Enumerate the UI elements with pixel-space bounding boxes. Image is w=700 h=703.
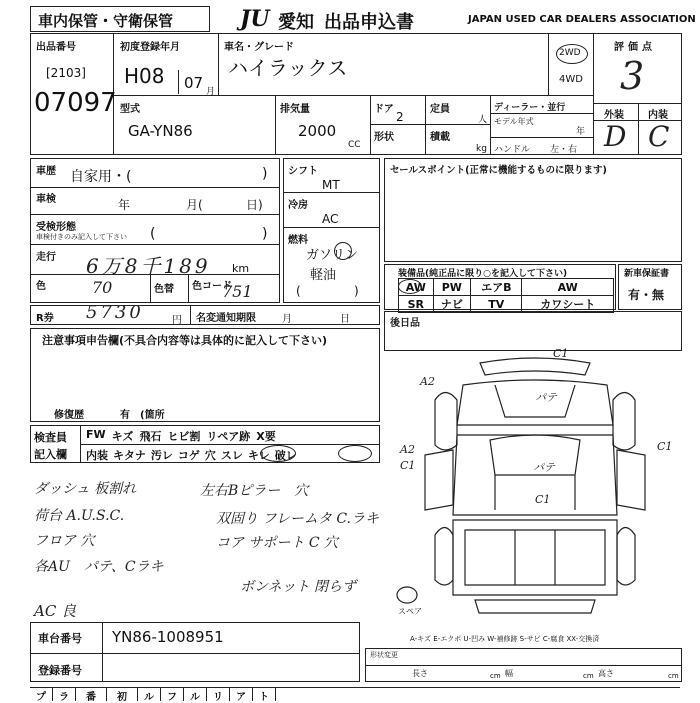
bottom-cell-7: リ [207, 688, 230, 701]
equip-aw-circle [398, 279, 422, 294]
note-6: コア サポート C 穴 [216, 535, 339, 551]
bottom-cell-4: ル [138, 688, 161, 701]
tax-notice-month: 月 [282, 314, 292, 325]
insp-scratch: キズ [111, 430, 134, 443]
model-value: GA-YN86 [128, 122, 193, 140]
fuel-close: ) [354, 284, 359, 298]
spec-length-label: 長さ [412, 669, 428, 678]
drive-2wd: 2WD [559, 48, 581, 58]
first-reg-label: 初度登録年月 [120, 42, 180, 53]
insp-cut: キレ [247, 449, 270, 462]
color-label: 色 [36, 281, 46, 292]
ju-logo: JU [240, 6, 270, 32]
inspection-year: 年 [118, 198, 131, 212]
insp-dirty: キタナ [113, 449, 146, 462]
diag-mark-c1-front: C1 [553, 347, 569, 360]
insp-repair: リペア跡 [206, 430, 251, 443]
equip-aw-2: AW [522, 279, 614, 296]
model-year-unit: 年 [576, 127, 586, 137]
fuel-gasoline: ガソリン [306, 248, 359, 263]
note-9: AC 良 [34, 602, 77, 620]
later-items-label: 後日品 [390, 318, 420, 329]
dealer-label: ディーラー・並行 [494, 103, 566, 113]
equipment-label: 装備品(純正品に限り○を記入して下さい) [398, 269, 568, 279]
tax-notice-label: 名変通知期限 [196, 313, 256, 324]
diag-mark-a2-side: A2 [400, 443, 415, 456]
recycle-label: R券 [36, 313, 54, 324]
mileage-unit: km [232, 262, 250, 275]
shape-label: 形状 [374, 132, 394, 143]
repair-place: (箇所 [140, 410, 165, 421]
insp-interior: 内装 [86, 449, 108, 462]
diag-mark-c1-side: C1 [400, 459, 416, 472]
spec-cm-1: cm [490, 672, 501, 680]
mileage-label: 走行 [36, 252, 56, 263]
spec-cm-2: cm [583, 672, 594, 680]
tax-notice-day: 日 [340, 314, 350, 325]
drive-4wd: 4WD [559, 74, 583, 85]
inspection-month: 月( [186, 198, 203, 212]
damage-legend: A-キズ E-エクボ U-凹み W-補修跡 S-サビ C-腐食 XX-交換済 [410, 635, 600, 643]
equip-tv: TV [471, 296, 522, 313]
warranty-options: 有・無 [628, 288, 665, 302]
score-label: 評価点 [614, 42, 656, 53]
equip-navi: ナビ [433, 296, 471, 313]
inspection-day: 日) [246, 198, 263, 212]
transfer-open: ( [150, 226, 156, 242]
doors-label: ドア [374, 104, 394, 115]
association-en: JAPAN USED CAR DEALERS ASSOCIATION [468, 14, 696, 25]
equipment-grid [398, 278, 614, 313]
first-reg-month-unit: 月 [206, 87, 216, 97]
interior-label: 内装 [648, 110, 668, 121]
first-reg-month: 07 [184, 74, 204, 92]
note-8: ボンネット 閉らず [240, 579, 357, 595]
note-2: 左右Bピラー 穴 [200, 483, 309, 499]
spec-cm-3: cm [668, 672, 679, 680]
chassis-label: 車台番号 [38, 632, 82, 645]
warranty-label: 新車保証書 [624, 269, 670, 279]
diag-mark-c1-roof: C1 [535, 493, 551, 506]
bottom-cell-2: 番 [76, 688, 107, 701]
insp-stain: 汚レ [150, 449, 173, 462]
history-value: 自家用・( [70, 169, 132, 185]
note-3: 荷台 A.U.S.C. [34, 508, 125, 524]
bottom-cell-3: 初 [107, 688, 138, 701]
capacity-label: 定員 [430, 104, 450, 115]
diag-mark-c1-right: C1 [657, 440, 673, 453]
note-7: 各AU パテ、Cラキ [34, 559, 164, 575]
lot-number: 07097 [34, 88, 117, 118]
bottom-cell-1: ラ [53, 688, 76, 701]
diag-mark-a2-front: A2 [420, 375, 435, 388]
recycle-unit: 円 [172, 315, 182, 326]
inspector-label-1: 検査員 [34, 431, 67, 444]
car-name-value: ハイラックス [228, 56, 348, 80]
displacement-value: 2000 [298, 122, 337, 140]
fuel-open: ( [296, 284, 301, 298]
handle-label: ハンドル [494, 145, 531, 155]
registration-label: 登録番号 [38, 664, 82, 677]
insp-hole: 穴 [204, 449, 216, 462]
ac-value: AC [322, 212, 339, 226]
bottom-cell-8: ア [230, 688, 253, 701]
color-code-label: 色コード [192, 281, 232, 292]
fuel-gasoline-circle [334, 242, 352, 260]
model-label: 型式 [120, 104, 140, 115]
insp-chip: 飛石 [139, 430, 162, 443]
bottom-cell-9: ト [253, 688, 276, 701]
insp-circle-tear [338, 445, 372, 462]
history-close: ) [262, 166, 268, 182]
displacement-label: 排気量 [280, 104, 310, 115]
shift-value: MT [322, 178, 340, 192]
form-title: 出品申込書 [324, 12, 414, 33]
mileage-value: 6万8千189 [86, 254, 211, 278]
bottom-cell-5: フ [161, 688, 184, 701]
sales-point-label: セールスポイント(正常に機能するものに限ります) [390, 165, 607, 176]
ac-label: 冷房 [288, 200, 308, 211]
inspector-row-1 [86, 428, 276, 444]
inspection-label: 車検 [36, 194, 56, 205]
note-4: 双固り フレームタ C.ラキ [216, 511, 380, 527]
interior-value: C [648, 120, 670, 153]
car-damage-diagram [395, 345, 690, 630]
chassis-value: YN86-1008951 [112, 628, 224, 646]
equip-airbag: エアB [471, 279, 522, 296]
note-1: ダッシュ 板割れ [34, 481, 137, 497]
spec-width-label: 幅 [505, 669, 513, 678]
association-name: 愛知 [278, 12, 314, 33]
score-value: 3 [620, 54, 645, 98]
first-reg-year: H08 [124, 64, 165, 88]
fuel-diesel: 軽油 [310, 268, 337, 283]
spec-height-label: 高さ [598, 669, 614, 678]
equip-aw-1: AW [399, 279, 434, 296]
note-5: フロア 穴 [34, 533, 95, 549]
handle-options: 左・右 [550, 145, 578, 155]
exterior-label: 外装 [604, 110, 624, 121]
load-label: 積載 [430, 132, 450, 143]
displacement-unit: CC [348, 140, 361, 150]
caution-label: 注意事項申告欄(不具合内容等は具体的に記入して下さい) [42, 334, 328, 347]
repaint-label: 色替 [154, 284, 174, 295]
capacity-unit: 人 [478, 115, 488, 125]
recycle-value: 5730 [86, 302, 144, 323]
shift-label: シフト [288, 166, 318, 177]
equip-pw: PW [433, 279, 471, 296]
repair-label: 修復歴 [54, 410, 84, 421]
transfer-label: 受検形態 [36, 222, 76, 233]
model-year-label: モデル年式 [494, 117, 534, 126]
diag-mark-putty-hood: パテ [535, 391, 557, 404]
doors-value: 2 [396, 110, 404, 124]
history-label: 車歴 [36, 166, 56, 177]
bottom-cell-0: プ [30, 688, 53, 701]
car-name-label: 車名・グレード [224, 42, 294, 53]
spare-label: スペア [398, 607, 422, 616]
spec-shape-label: 形状変更 [370, 651, 398, 659]
lot-label: 出品番号 [36, 42, 76, 53]
fuel-label: 燃料 [288, 235, 308, 246]
insp-burn: コゲ [177, 449, 200, 462]
insp-tear: 破レ [274, 449, 297, 462]
lot-prefix: [2103] [46, 66, 86, 80]
equip-leather: カワシート [522, 296, 614, 313]
color-value: 70 [92, 278, 113, 297]
transfer-note: 車検付きのみ記入して下さい [36, 233, 127, 241]
equip-sr: SR [399, 296, 434, 313]
insp-crack: ヒビ割 [167, 430, 201, 443]
transfer-close: ) [262, 226, 268, 242]
insp-wear: スレ [220, 449, 243, 462]
bottom-row [30, 687, 680, 701]
color-code-value: 751 [222, 282, 253, 301]
insp-x: X要 [256, 430, 276, 443]
insp-fw: FW [86, 428, 106, 441]
storage-label: 車内保管・守衛保管 [38, 12, 174, 30]
diag-mark-putty-roof: パテ [533, 461, 555, 474]
inspector-label-2: 記入欄 [34, 448, 67, 461]
bottom-cell-6: ル [184, 688, 207, 701]
load-unit: kg [476, 144, 487, 154]
repair-value: 有 [120, 410, 130, 421]
insp-circle-wear [260, 445, 296, 462]
exterior-value: D [604, 120, 627, 153]
